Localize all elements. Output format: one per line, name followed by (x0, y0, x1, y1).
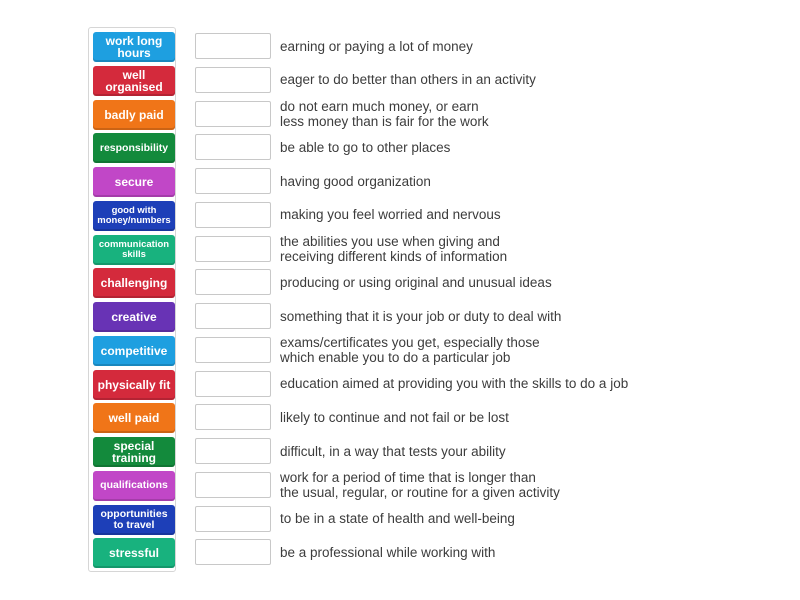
drop-zone[interactable] (195, 33, 271, 59)
answer-tile-stressful[interactable]: stressful (93, 538, 175, 568)
drop-zone[interactable] (195, 539, 271, 565)
answer-tile-opportunities-to-travel[interactable]: opportunities to travel (93, 505, 175, 535)
answer-tile-well-organised[interactable]: well organised (93, 66, 175, 96)
drop-zone[interactable] (195, 101, 271, 127)
answer-tile-good-with-money-numbers[interactable]: good with money/numbers (93, 201, 175, 231)
answer-tile-secure[interactable]: secure (93, 167, 175, 197)
answer-tile-work-long-hours[interactable]: work long hours (93, 32, 175, 62)
definition-text: exams/certificates you get, especially those which enable you to do a particular job (280, 334, 540, 365)
drop-zone[interactable] (195, 472, 271, 498)
tile-panel (88, 27, 176, 572)
answer-tile-communication-skills[interactable]: communication skills (93, 235, 175, 265)
drop-zone[interactable] (195, 438, 271, 464)
drop-zone[interactable] (195, 67, 271, 93)
definition-text: having good organization (280, 173, 431, 189)
drop-zone[interactable] (195, 404, 271, 430)
definition-text: education aimed at providing you with the skills to do a job (280, 376, 629, 391)
definition-text: difficult, in a way that tests your ability (280, 443, 506, 459)
definition-text: producing or using original and unusual ideas (280, 274, 552, 290)
drop-zone[interactable] (195, 168, 271, 194)
definition-text: making you feel worried and nervous (280, 207, 501, 223)
answer-tile-well-paid[interactable]: well paid (93, 403, 175, 433)
definition-text: to be in a state of health and well-being (280, 511, 515, 526)
answer-tile-special-training[interactable]: special training (93, 437, 175, 467)
drop-zone[interactable] (195, 337, 271, 363)
answer-tile-badly-paid[interactable]: badly paid (93, 100, 175, 130)
definition-text: the abilities you use when giving and receiving different kinds of information (280, 233, 508, 264)
definition-text: be able to go to other places (280, 139, 451, 155)
answer-tile-qualifications[interactable]: qualifications (93, 471, 175, 501)
drop-zone[interactable] (195, 303, 271, 329)
drop-zone[interactable] (195, 236, 271, 262)
definition-text: likely to continue and not fail or be lost (280, 409, 509, 425)
drop-zone[interactable] (195, 371, 271, 397)
definition-text: be a professional while working with (280, 544, 496, 560)
definition-text: eager to do better than others in an activity (280, 72, 536, 88)
definition-text: work for a period of time that is longer than the usual, regular, or routine for a given activity (280, 469, 560, 500)
answer-tile-physically-fit[interactable]: physically fit (93, 370, 175, 400)
answer-tile-creative[interactable]: creative (93, 302, 175, 332)
answer-tile-responsibility[interactable]: responsibility (93, 133, 175, 163)
definition-text: something that it is your job or duty to deal with (280, 308, 562, 324)
drop-zone[interactable] (195, 269, 271, 295)
answer-tile-challenging[interactable]: challenging (93, 268, 175, 298)
drop-zone[interactable] (195, 134, 271, 160)
drop-zone[interactable] (195, 506, 271, 532)
drop-zone[interactable] (195, 202, 271, 228)
definition-text: earning or paying a lot of money (280, 38, 473, 54)
answer-tile-competitive[interactable]: competitive (93, 336, 175, 366)
definition-text: do not earn much money, or earn less money than is fair for the work (280, 98, 489, 129)
